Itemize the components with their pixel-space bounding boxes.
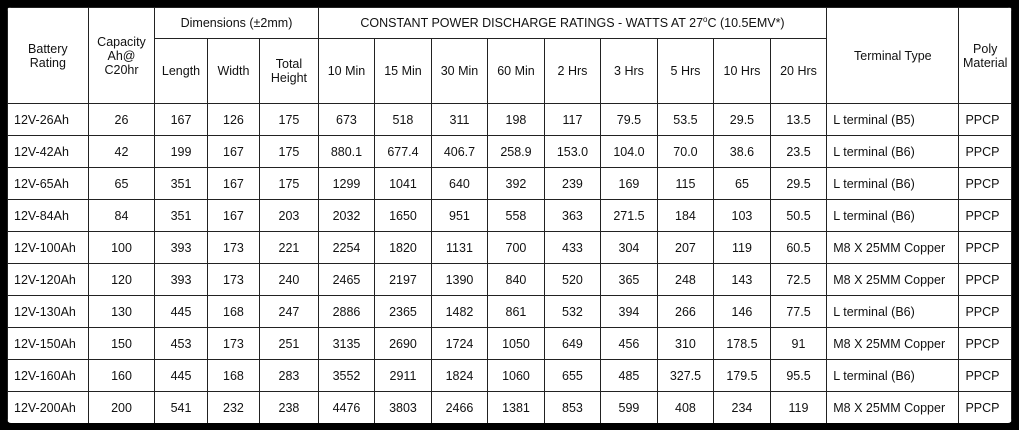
cell-discharge-rating: 673 (318, 104, 375, 136)
cell-discharge-rating: 70.0 (657, 136, 714, 168)
header-capacity: Capacity Ah@ C20hr (88, 8, 155, 104)
cell-discharge-rating: 1820 (375, 232, 432, 264)
cell-poly-material: PPCP (959, 200, 1012, 232)
cell-capacity: 65 (88, 168, 155, 200)
header-poly-material: Poly Material (959, 8, 1012, 104)
cell-discharge-rating: 2465 (318, 264, 375, 296)
cell-battery-rating: 12V-65Ah (8, 168, 89, 200)
cell-length: 453 (155, 328, 207, 360)
cell-discharge-rating: 304 (601, 232, 658, 264)
cell-discharge-rating: 1131 (431, 232, 488, 264)
cell-discharge-rating: 184 (657, 200, 714, 232)
cell-width: 168 (207, 360, 259, 392)
cell-total-height: 238 (260, 392, 319, 424)
cell-battery-rating: 12V-160Ah (8, 360, 89, 392)
header-length: Length (155, 39, 207, 104)
cell-discharge-rating: 119 (714, 232, 771, 264)
header-dimensions: Dimensions (±2mm) (155, 8, 318, 39)
cell-poly-material: PPCP (959, 392, 1012, 424)
cell-discharge-rating: 2886 (318, 296, 375, 328)
cell-width: 167 (207, 136, 259, 168)
cell-poly-material: PPCP (959, 328, 1012, 360)
degree-mark: o (703, 14, 708, 24)
table-row (8, 104, 1012, 136)
cell-discharge-rating: 2911 (375, 360, 432, 392)
cell-capacity: 26 (88, 104, 155, 136)
cell-discharge-rating: 234 (714, 392, 771, 424)
cell-capacity: 160 (88, 360, 155, 392)
cell-discharge-rating: 79.5 (601, 104, 658, 136)
cell-capacity: 120 (88, 264, 155, 296)
cell-terminal-type: L terminal (B5) (827, 104, 959, 136)
cell-discharge-rating: 3135 (318, 328, 375, 360)
cell-discharge-rating: 485 (601, 360, 658, 392)
table-row (8, 200, 1012, 232)
cell-capacity: 200 (88, 392, 155, 424)
cell-discharge-rating: 1482 (431, 296, 488, 328)
cell-discharge-rating: 65 (714, 168, 771, 200)
cell-width: 173 (207, 264, 259, 296)
cell-discharge-rating: 700 (488, 232, 545, 264)
cell-discharge-rating: 198 (488, 104, 545, 136)
cell-discharge-rating: 72.5 (770, 264, 827, 296)
cell-poly-material: PPCP (959, 104, 1012, 136)
cell-length: 541 (155, 392, 207, 424)
cell-discharge-rating: 50.5 (770, 200, 827, 232)
cell-terminal-type: L terminal (B6) (827, 168, 959, 200)
cell-capacity: 84 (88, 200, 155, 232)
cell-length: 167 (155, 104, 207, 136)
cell-discharge-rating: 117 (544, 104, 601, 136)
cell-discharge-rating: 311 (431, 104, 488, 136)
cell-width: 167 (207, 200, 259, 232)
cell-total-height: 283 (260, 360, 319, 392)
cell-terminal-type: M8 X 25MM Copper (827, 264, 959, 296)
header-width: Width (207, 39, 259, 104)
cell-discharge-rating: 363 (544, 200, 601, 232)
table-row (8, 328, 1012, 360)
header-terminal-type: Terminal Type (827, 8, 959, 104)
table-row (8, 392, 1012, 424)
cell-discharge-rating: 146 (714, 296, 771, 328)
cell-discharge-rating: 3803 (375, 392, 432, 424)
cell-poly-material: PPCP (959, 136, 1012, 168)
cell-capacity: 42 (88, 136, 155, 168)
cell-battery-rating: 12V-150Ah (8, 328, 89, 360)
cell-discharge-rating: 119 (770, 392, 827, 424)
cell-discharge-rating: 153.0 (544, 136, 601, 168)
table-row (8, 168, 1012, 200)
cell-discharge-rating: 1041 (375, 168, 432, 200)
cell-discharge-rating: 103 (714, 200, 771, 232)
cell-capacity: 100 (88, 232, 155, 264)
cell-discharge-rating: 239 (544, 168, 601, 200)
cell-discharge-rating: 861 (488, 296, 545, 328)
cell-discharge-rating: 1060 (488, 360, 545, 392)
cell-discharge-rating: 258.9 (488, 136, 545, 168)
cell-battery-rating: 12V-26Ah (8, 104, 89, 136)
cell-discharge-rating: 1650 (375, 200, 432, 232)
cell-terminal-type: L terminal (B6) (827, 360, 959, 392)
cell-length: 445 (155, 296, 207, 328)
cell-width: 232 (207, 392, 259, 424)
cell-battery-rating: 12V-100Ah (8, 232, 89, 264)
cell-terminal-type: M8 X 25MM Copper (827, 392, 959, 424)
cell-discharge-rating: 406.7 (431, 136, 488, 168)
cell-terminal-type: L terminal (B6) (827, 136, 959, 168)
cell-poly-material: PPCP (959, 296, 1012, 328)
cell-discharge-rating: 91 (770, 328, 827, 360)
cell-capacity: 150 (88, 328, 155, 360)
header-duration-5-hrs: 5 Hrs (657, 39, 714, 104)
cell-terminal-type: L terminal (B6) (827, 200, 959, 232)
cell-width: 173 (207, 232, 259, 264)
cell-discharge-rating: 327.5 (657, 360, 714, 392)
table-body (8, 104, 1012, 424)
cell-discharge-rating: 2032 (318, 200, 375, 232)
cell-discharge-rating: 853 (544, 392, 601, 424)
cell-discharge-rating: 520 (544, 264, 601, 296)
cell-discharge-rating: 394 (601, 296, 658, 328)
header-duration-60-min: 60 Min (488, 39, 545, 104)
cell-discharge-rating: 29.5 (714, 104, 771, 136)
cell-discharge-rating: 104.0 (601, 136, 658, 168)
cell-terminal-type: M8 X 25MM Copper (827, 328, 959, 360)
cell-discharge-rating: 655 (544, 360, 601, 392)
header-duration-15-min: 15 Min (375, 39, 432, 104)
cell-discharge-rating: 677.4 (375, 136, 432, 168)
header-duration-3-hrs: 3 Hrs (601, 39, 658, 104)
cell-discharge-rating: 207 (657, 232, 714, 264)
cell-terminal-type: M8 X 25MM Copper (827, 232, 959, 264)
cell-battery-rating: 12V-200Ah (8, 392, 89, 424)
table-row (8, 232, 1012, 264)
cell-discharge-rating: 1050 (488, 328, 545, 360)
cell-discharge-rating: 115 (657, 168, 714, 200)
cell-length: 393 (155, 232, 207, 264)
cell-discharge-rating: 2690 (375, 328, 432, 360)
cell-poly-material: PPCP (959, 264, 1012, 296)
cell-discharge-rating: 2254 (318, 232, 375, 264)
cell-discharge-rating: 599 (601, 392, 658, 424)
cell-discharge-rating: 640 (431, 168, 488, 200)
cell-width: 167 (207, 168, 259, 200)
table-row (8, 264, 1012, 296)
cell-total-height: 240 (260, 264, 319, 296)
header-duration-10-min: 10 Min (318, 39, 375, 104)
cell-discharge-rating: 29.5 (770, 168, 827, 200)
cell-length: 393 (155, 264, 207, 296)
discharge-title-prefix: CONSTANT POWER DISCHARGE RATINGS - WATTS AT 27 (360, 16, 704, 30)
header-duration-30-min: 30 Min (431, 39, 488, 104)
cell-discharge-rating: 266 (657, 296, 714, 328)
cell-battery-rating: 12V-84Ah (8, 200, 89, 232)
cell-discharge-rating: 271.5 (601, 200, 658, 232)
cell-discharge-rating: 13.5 (770, 104, 827, 136)
cell-discharge-rating: 518 (375, 104, 432, 136)
cell-discharge-rating: 433 (544, 232, 601, 264)
cell-discharge-rating: 1824 (431, 360, 488, 392)
cell-length: 351 (155, 200, 207, 232)
table-row (8, 136, 1012, 168)
cell-terminal-type: L terminal (B6) (827, 296, 959, 328)
cell-discharge-rating: 1390 (431, 264, 488, 296)
cell-discharge-rating: 2197 (375, 264, 432, 296)
header-total-height: Total Height (260, 39, 319, 104)
cell-capacity: 130 (88, 296, 155, 328)
cell-discharge-rating: 4476 (318, 392, 375, 424)
cell-length: 199 (155, 136, 207, 168)
cell-width: 173 (207, 328, 259, 360)
cell-discharge-rating: 1299 (318, 168, 375, 200)
cell-discharge-rating: 408 (657, 392, 714, 424)
cell-discharge-rating: 23.5 (770, 136, 827, 168)
cell-discharge-rating: 179.5 (714, 360, 771, 392)
cell-battery-rating: 12V-42Ah (8, 136, 89, 168)
cell-battery-rating: 12V-120Ah (8, 264, 89, 296)
cell-discharge-rating: 456 (601, 328, 658, 360)
cell-discharge-rating: 951 (431, 200, 488, 232)
cell-total-height: 175 (260, 104, 319, 136)
cell-discharge-rating: 178.5 (714, 328, 771, 360)
table-row (8, 360, 1012, 392)
cell-poly-material: PPCP (959, 168, 1012, 200)
cell-discharge-rating: 649 (544, 328, 601, 360)
cell-discharge-rating: 169 (601, 168, 658, 200)
cell-discharge-rating: 840 (488, 264, 545, 296)
cell-battery-rating: 12V-130Ah (8, 296, 89, 328)
cell-discharge-rating: 310 (657, 328, 714, 360)
cell-discharge-rating: 2365 (375, 296, 432, 328)
cell-discharge-rating: 1381 (488, 392, 545, 424)
header-duration-20-hrs: 20 Hrs (770, 39, 827, 104)
cell-discharge-rating: 1724 (431, 328, 488, 360)
cell-discharge-rating: 77.5 (770, 296, 827, 328)
cell-total-height: 175 (260, 168, 319, 200)
cell-length: 445 (155, 360, 207, 392)
cell-discharge-rating: 53.5 (657, 104, 714, 136)
header-discharge-ratings (318, 8, 827, 39)
discharge-title-suffix: C (10.5EMV*) (707, 16, 785, 30)
cell-total-height: 175 (260, 136, 319, 168)
header-duration-10-hrs: 10 Hrs (714, 39, 771, 104)
cell-discharge-rating: 2466 (431, 392, 488, 424)
battery-spec-table (7, 7, 1012, 423)
cell-poly-material: PPCP (959, 360, 1012, 392)
cell-discharge-rating: 38.6 (714, 136, 771, 168)
table-row (8, 296, 1012, 328)
cell-total-height: 251 (260, 328, 319, 360)
cell-total-height: 203 (260, 200, 319, 232)
cell-discharge-rating: 95.5 (770, 360, 827, 392)
cell-discharge-rating: 532 (544, 296, 601, 328)
cell-total-height: 247 (260, 296, 319, 328)
cell-width: 168 (207, 296, 259, 328)
cell-discharge-rating: 365 (601, 264, 658, 296)
cell-discharge-rating: 248 (657, 264, 714, 296)
cell-discharge-rating: 392 (488, 168, 545, 200)
cell-discharge-rating: 880.1 (318, 136, 375, 168)
table-header (8, 8, 1012, 104)
cell-discharge-rating: 143 (714, 264, 771, 296)
spec-table-frame (7, 7, 1012, 423)
cell-poly-material: PPCP (959, 232, 1012, 264)
cell-length: 351 (155, 168, 207, 200)
header-battery-rating: Battery Rating (8, 8, 89, 104)
header-duration-2-hrs: 2 Hrs (544, 39, 601, 104)
cell-width: 126 (207, 104, 259, 136)
cell-discharge-rating: 3552 (318, 360, 375, 392)
cell-total-height: 221 (260, 232, 319, 264)
cell-discharge-rating: 60.5 (770, 232, 827, 264)
cell-discharge-rating: 558 (488, 200, 545, 232)
